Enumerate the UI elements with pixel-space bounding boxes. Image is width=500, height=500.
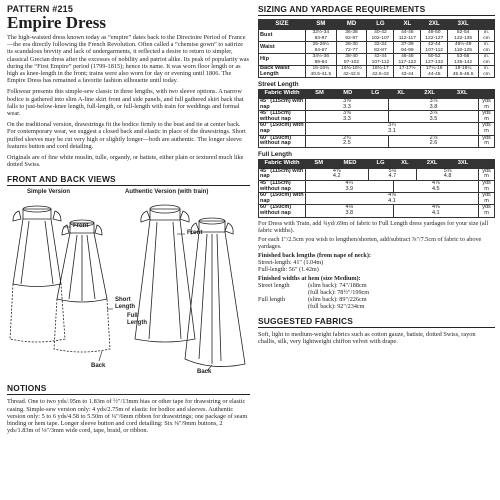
header-cell: XL bbox=[388, 90, 413, 99]
header-cell: MED bbox=[332, 159, 368, 168]
front-back-views bbox=[7, 189, 250, 377]
size-row bbox=[259, 42, 495, 54]
back-callout-simple: Back bbox=[91, 363, 106, 370]
intro-paragraph-4: Originals are of fine white muslin, tulle, organdy, or batiste, either plain or textured much like dotted Swiss. bbox=[7, 154, 244, 169]
header-cell: 3XL bbox=[446, 90, 479, 99]
table-cell: 2¾ 2.5 bbox=[306, 135, 389, 147]
size-row bbox=[259, 54, 495, 66]
finished-length-label bbox=[258, 289, 308, 296]
table-cell: 60" (150cm) with nap bbox=[260, 122, 304, 134]
street-row bbox=[259, 135, 495, 147]
finished-row bbox=[258, 303, 495, 310]
table-cell: yds m bbox=[479, 123, 495, 135]
table-cell: yds m bbox=[479, 135, 495, 147]
full-row bbox=[259, 168, 495, 180]
table-cell: Back Waist Length bbox=[259, 66, 306, 78]
header-cell: MD bbox=[336, 20, 367, 30]
full-row bbox=[259, 180, 495, 192]
table-cell: 16¾-17 42.5-43 bbox=[367, 66, 394, 78]
table-cell: 17¼-18 44-45 bbox=[421, 66, 448, 78]
authentic-version-label: Authentic Version (with train) bbox=[125, 189, 209, 196]
finished-width-value: (slim back): 74"/188cm bbox=[308, 281, 367, 289]
table-cell: 16-16¾ 40.5-41.5 bbox=[306, 66, 337, 78]
simple-back-dress bbox=[54, 220, 110, 352]
intro-paragraph-2: Folkwear presents this simple-sew classic in three lengths, with two sleeve options. A narrow bodice is gathered into slim A-line skirt front and side panels, and full gathered skirt back that falls to just-below-knee length, full-length, or full-length with train for weddings and formal wear. bbox=[7, 88, 244, 118]
table-cell: 45" (115cm) without nap bbox=[259, 111, 306, 123]
table-cell: in. cm bbox=[479, 66, 495, 78]
table-cell: 45" (115cm) with nap bbox=[259, 168, 306, 180]
table-cell: yds m bbox=[479, 193, 495, 205]
street-length-table bbox=[258, 89, 495, 148]
table-cell: 4⅛ 3.8 bbox=[306, 205, 394, 217]
back-callout-authentic: Back bbox=[197, 369, 212, 376]
header-cell: 2XL bbox=[413, 90, 446, 99]
table-cell: 40-42 102-107 bbox=[367, 30, 394, 42]
header-cell bbox=[479, 159, 495, 168]
train-note: For Dress with Train, add ¾yd/.69m of fabric to Full Length dress yardages for your size (all fabric widths). bbox=[258, 219, 489, 234]
header-cell: 3XL bbox=[448, 159, 479, 168]
table-cell: 2⅞ 2.6 bbox=[388, 135, 478, 147]
header-cell: SM bbox=[306, 90, 334, 99]
table-cell: yds m bbox=[479, 99, 495, 111]
finished-width-value: (slim back): 89"/226cm bbox=[308, 295, 367, 303]
full-row bbox=[259, 193, 495, 205]
header-cell: MD bbox=[333, 90, 362, 99]
header-cell: SM bbox=[306, 159, 333, 168]
notions-text: Thread. One to two yds/.95m to 1.83m of ½"/13mm bias or other tape for drawstring or elastic casing. Simple-sew version only: 4 yds/2.75m of elastic for bodice and sleeves. Authentic version only: 5 to 6 yds/4.58 to 5.50m of ¼"/6mm ribbon for drawstrings; one package of seam binding or hem tape. Longer sleeve button and cord detailing: Six ⅜"/9mm buttons, 2 yds/1.83m of ⅛"/3mm wide cord, tape, braid, or ribbon. bbox=[7, 398, 248, 435]
table-cell: 3⅞ 3.8 bbox=[388, 99, 478, 111]
table-cell: 46½-49 118-125 bbox=[448, 42, 479, 54]
table-cell: 44-46 112-117 bbox=[394, 30, 421, 42]
table-cell: 18-18¼ 45.5-46.5 bbox=[448, 66, 479, 78]
table-cell: yds m bbox=[479, 205, 495, 217]
finished-length-label: Full length bbox=[258, 295, 285, 303]
table-cell: 42-44 107-112 bbox=[367, 54, 394, 66]
table-cell: 60" (150cm) with nap bbox=[260, 192, 304, 204]
table-cell: 37-39 94-99 bbox=[394, 42, 421, 54]
header-cell: XL bbox=[393, 159, 417, 168]
table-cell: 25-26½ 64-67 bbox=[306, 42, 337, 54]
finished-back-heading: Finished back lengths (from nape of neck): bbox=[258, 251, 371, 259]
table-cell: 28-30 72-77 bbox=[336, 42, 367, 54]
simple-version-label: Simple Version bbox=[27, 189, 71, 196]
finished-length-label bbox=[258, 303, 308, 310]
size-row bbox=[259, 30, 495, 42]
header-cell: LG bbox=[362, 90, 388, 99]
table-cell: 3⅞ 3.5 bbox=[388, 111, 478, 123]
finished-width-value: (full back): 92"/234cm bbox=[308, 302, 365, 310]
header-cell: Fabric Width bbox=[259, 90, 306, 99]
size-chart-header bbox=[259, 20, 495, 30]
simple-front-dress bbox=[10, 206, 65, 342]
table-cell: 3⅝ 3.3 bbox=[306, 111, 389, 123]
intro-paragraph-3: On the traditional version, drawstrings fit the bodice firmly to the bust and tie at center back. For contemporary wear, we suggest a closed back and elastic in place of the drawstrings. Short puffed sleeves may be cut very high or slightly longer—both are authentic. The longer sleeve features button and cord detailing. bbox=[7, 121, 246, 150]
table-cell: 3¼ 3.1 bbox=[306, 123, 479, 135]
full-length-heading: Full Length bbox=[258, 150, 292, 158]
front-callout-simple: Front bbox=[73, 223, 89, 230]
sizing-heading: SIZING AND YARDAGE REQUIREMENTS bbox=[258, 4, 495, 16]
header-cell: LG bbox=[367, 20, 394, 30]
header-cell: 3XL bbox=[448, 20, 479, 30]
finished-length-label: Street length bbox=[258, 281, 290, 289]
header-cell bbox=[479, 20, 495, 30]
finished-street: Street-length: 41" (1.04m) bbox=[258, 258, 324, 266]
header-cell: 2XL bbox=[417, 159, 448, 168]
table-cell: in. cm bbox=[479, 54, 495, 66]
table-cell: 50-52 127-132 bbox=[421, 54, 448, 66]
finished-row bbox=[258, 296, 495, 303]
table-cell: 60" (150cm) without nap bbox=[259, 135, 306, 147]
header-cell: XL bbox=[394, 20, 421, 30]
table-cell: 34½-36 89-94 bbox=[306, 54, 337, 66]
table-cell: 16¾-16½ 42-42.5 bbox=[336, 66, 367, 78]
table-cell: Hip bbox=[259, 54, 306, 66]
table-cell: yds m bbox=[479, 180, 495, 192]
table-cell: 4¼ 3.9 bbox=[306, 180, 394, 192]
header-cell: 2XL bbox=[421, 20, 448, 30]
size-row bbox=[259, 66, 495, 78]
table-cell: 53-56 135-142 bbox=[448, 54, 479, 66]
table-cell: 5⅛ 4.7 bbox=[368, 168, 417, 180]
notions-heading: NOTIONS bbox=[7, 383, 250, 395]
fabrics-heading: SUGGESTED FABRICS bbox=[258, 316, 495, 328]
table-cell: 3⅝ 3.3 bbox=[306, 99, 389, 111]
table-cell: 4⅞ 4.5 bbox=[393, 180, 478, 192]
finished-width-value: (full back): 78½"/199cm bbox=[308, 288, 370, 296]
header-cell: LG bbox=[368, 159, 393, 168]
header-cell: Fabric Width bbox=[259, 159, 306, 168]
full-row bbox=[259, 205, 495, 217]
authentic-back-dress bbox=[185, 218, 245, 367]
intro-paragraph-1: The high-waisted dress known today as “empire” dates back to the Directoire Period of France—the era directly following the French Revolution. Often called a “chemise gown” to satirize its scandalous brevity and lack of undergarments, it reflected a desire to return to simpler, classical Grecian dress after the excesses of nobility and patriot alike. Its peak of popularity was during the “First Empire” period (1799-1815); hence its name. It was worn floor length or as high as knee-length in the front; trains were also worn for day or evening until 1806. The Empire Dress has remained a favorite fashion silhouette until today. bbox=[7, 34, 249, 85]
short-length-callout: Short Length bbox=[115, 297, 135, 311]
page-title: Empire Dress bbox=[7, 13, 107, 32]
table-cell: yds m bbox=[479, 111, 495, 123]
table-cell: 17-17½ 43-44 bbox=[394, 66, 421, 78]
header-cell: SIZE bbox=[259, 20, 306, 30]
right-column bbox=[258, 4, 495, 349]
table-cell: yds m bbox=[479, 168, 495, 180]
table-cell: 45" (115cm) with nap bbox=[259, 99, 306, 111]
table-cell: 32-34 82-87 bbox=[367, 42, 394, 54]
table-cell: Bust bbox=[259, 30, 306, 42]
street-row bbox=[259, 111, 495, 123]
views-heading: FRONT AND BACK VIEWS bbox=[7, 174, 250, 186]
table-cell: 5⅜ 4.8 bbox=[417, 168, 479, 180]
header-cell: SM bbox=[306, 20, 337, 30]
street-row bbox=[259, 123, 495, 135]
full-length-callout: Full Length bbox=[127, 313, 147, 327]
lengthen-note: For each 1"/2.5cm you wish to lengthen/shorten, add/subtract ⅞"/7.5cm of fabric to above yardages. bbox=[258, 235, 482, 250]
finished-row bbox=[258, 282, 495, 289]
table-cell: Waist bbox=[259, 42, 306, 54]
table-cell: 52-54 132-135 bbox=[448, 30, 479, 42]
left-column bbox=[7, 4, 250, 438]
table-cell: 32½-34 83-87 bbox=[306, 30, 337, 42]
front-callout-authentic: Front bbox=[187, 230, 203, 237]
table-cell: 4⅝ 4.2 bbox=[306, 168, 369, 180]
street-row bbox=[259, 99, 495, 111]
table-cell: 46-48 117-122 bbox=[394, 54, 421, 66]
table-cell: 48-50 122-127 bbox=[421, 30, 448, 42]
finished-row bbox=[258, 289, 495, 296]
table-cell: 45" (115cm) without nap bbox=[259, 180, 306, 192]
table-cell: in. cm bbox=[479, 42, 495, 54]
dress-illustration bbox=[7, 189, 250, 377]
pattern-number: PATTERN #215 bbox=[7, 4, 74, 14]
full-length-table bbox=[258, 159, 495, 218]
finished-hem-heading: Finished widths at hem (size Medium): bbox=[258, 274, 361, 282]
table-cell: 4⅝ 4.1 bbox=[393, 205, 478, 217]
table-cell: 42-44 107-112 bbox=[421, 42, 448, 54]
table-cell: in. cm bbox=[479, 30, 495, 42]
finished-full: Full-length: 56" (1.42m) bbox=[258, 265, 319, 273]
table-cell: 4⅝ 4.1 bbox=[306, 193, 479, 205]
table-cell: 38-40 97-102 bbox=[336, 54, 367, 66]
street-length-heading: Street Length bbox=[258, 81, 299, 88]
full-header bbox=[259, 159, 495, 168]
fabrics-text: Soft, light to medium-weight fabrics such as cotton gauze, batiste, dotted Swiss, rayon challis, silk, very lightweight chiffon velvet with drape. bbox=[258, 330, 476, 345]
finished-hem-table bbox=[258, 282, 495, 310]
table-cell: 60" (150cm) without nap bbox=[259, 205, 306, 217]
size-chart-table bbox=[258, 19, 495, 78]
table-cell: 36-38 92-97 bbox=[336, 30, 367, 42]
